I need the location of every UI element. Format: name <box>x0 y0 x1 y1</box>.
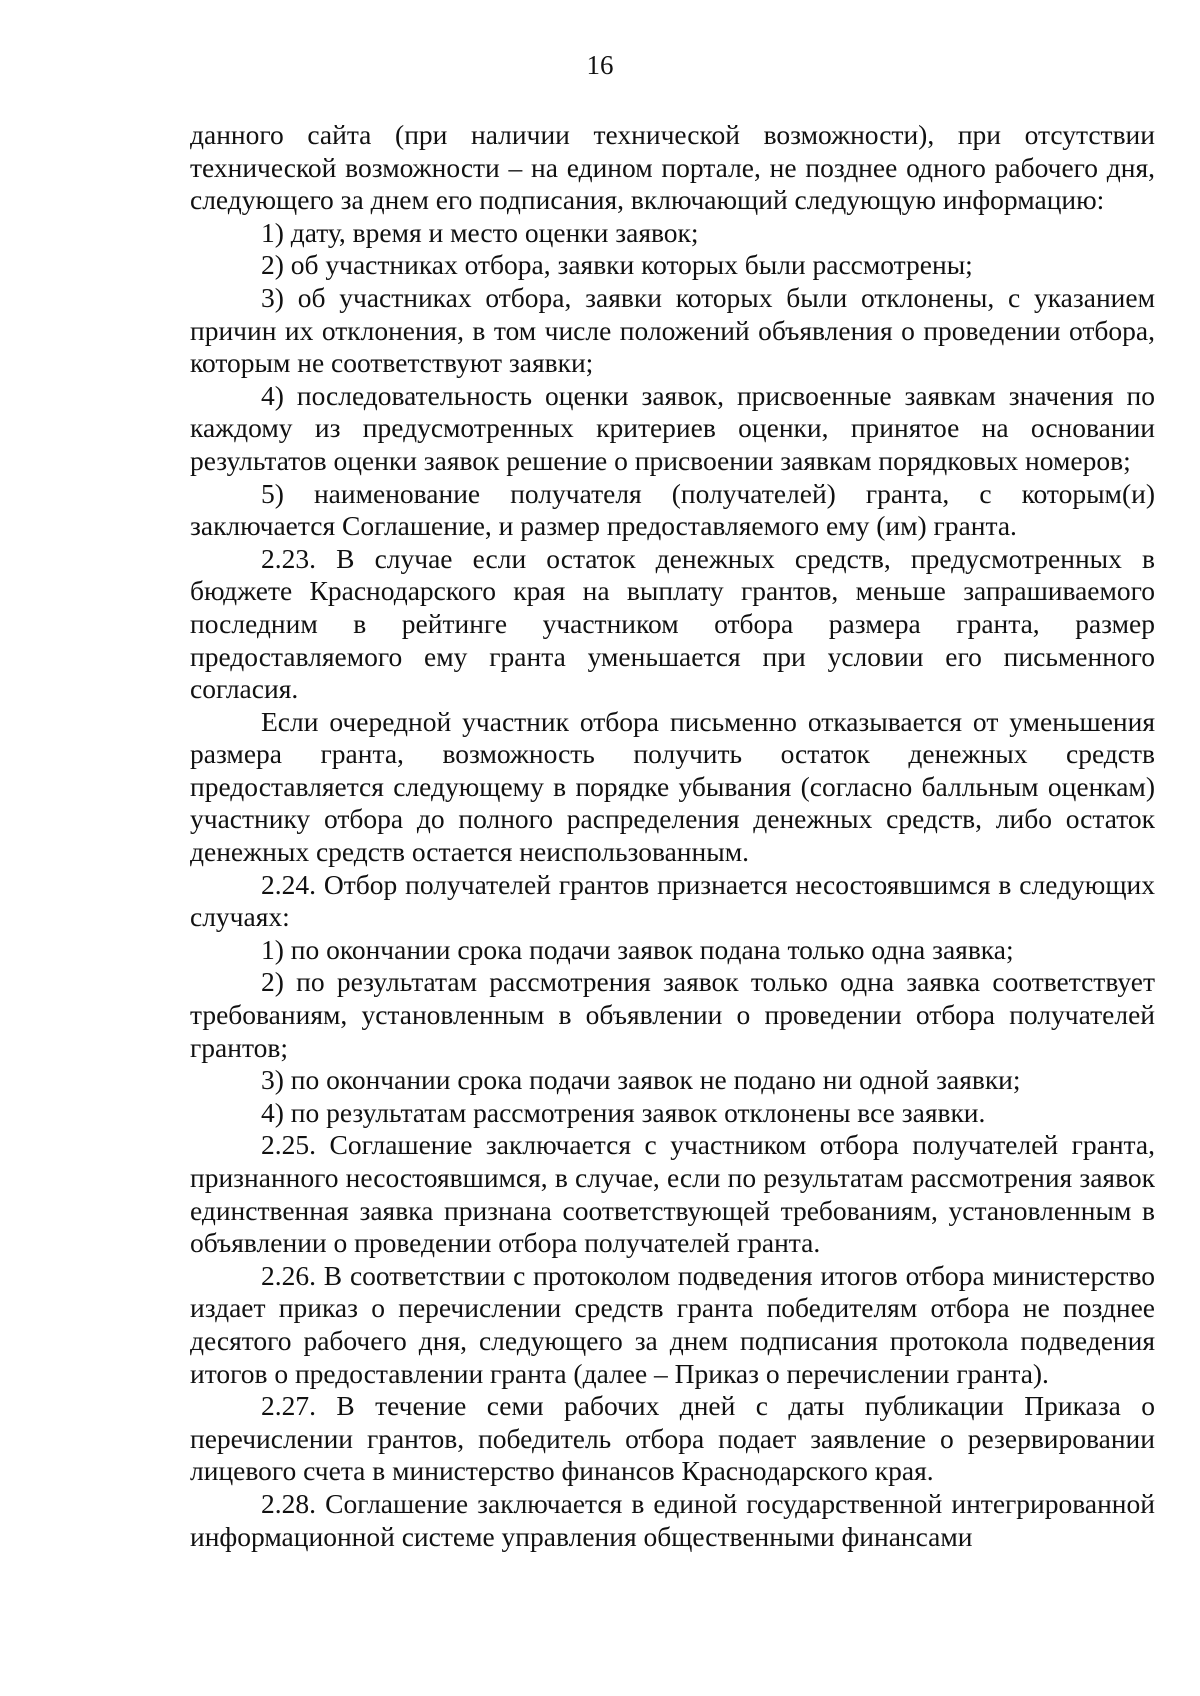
page-number: 16 <box>586 50 614 80</box>
list-item-single-application: 1) по окончании срока подачи заявок подана только одна заявка; <box>261 933 1014 965</box>
list-item-all-rejected: 4) по результатам рассмотрения заявок отклонены все заявки. <box>261 1096 986 1128</box>
clause-2-26: 2.26. В соответствии с протоколом подведения итогов отбора министерство издает приказ о перечислении средств гранта победителям отбора не позднее десятого рабочего дня, следующего за днем подписания протокола подведения итогов о предоставлении гранта (далее – Приказ о перечислении гранта). <box>190 1259 1155 1389</box>
list-item-single-compliant: 2) по результатам рассмотрения заявок только одна заявка соответствует требованиям, установленным в объявлении о проведении отбора получателей грантов; <box>190 966 1155 1063</box>
paragraph-continuation: данного сайта (при наличии технической возможности), при отсутствии технической возможности – на едином портале, не позднее одного рабочего дня, следующего за днем его подписания, включающий следующую информацию: <box>190 119 1155 216</box>
list-item-reviewed-participants: 2) об участниках отбора, заявки которых были рассмотрены; <box>261 249 973 281</box>
list-item-recipient-name: 5) наименование получателя (получателей) гранта, с которым(и) заключается Соглашение, и размер предоставляемого ему (им) гранта. <box>190 477 1155 542</box>
document-body <box>190 119 1155 1553</box>
list-item-rejected-participants: 3) об участниках отбора, заявки которых были отклонены, с указанием причин их отклонения, в том числе положений объявления о проведении отбора, которым не соответствуют заявки; <box>190 281 1155 379</box>
clause-2-23-continuation: Если очередной участник отбора письменно отказывается от уменьшения размера гранта, возможность получить остаток денежных средств предоставляется следующему в порядке убывания (согласно балльным оценкам) участнику отбора до полного распределения денежных средств, либо остаток денежных средств остается неиспользованным. <box>190 705 1155 868</box>
list-item-no-applications: 3) по окончании срока подачи заявок не подано ни одной заявки; <box>261 1064 1021 1096</box>
list-item-date-time-place: 1) дату, время и место оценки заявок; <box>261 216 699 248</box>
list-item-evaluation-sequence: 4) последовательность оценки заявок, присвоенные заявкам значения по каждому из предусмотренных критериев оценки, принятое на основании результатов оценки заявок решение о присвоении заявкам порядковых номеров; <box>190 379 1155 476</box>
clause-2-23: 2.23. В случае если остаток денежных средств, предусмотренных в бюджете Краснодарского края на выплату грантов, меньше запрашиваемого последним в рейтинге участником отбора размера гранта, размер предоставляемого ему гранта уменьшается при условии его письменного согласия. <box>190 542 1155 705</box>
clause-2-24: 2.24. Отбор получателей грантов признается несостоявшимся в следующих случаях: <box>190 868 1155 933</box>
clause-2-27: 2.27. В течение семи рабочих дней с даты публикации Приказа о перечислении грантов, победитель отбора подает заявление о резервировании лицевого счета в министерство финансов Краснодарского края. <box>190 1390 1155 1487</box>
clause-2-25: 2.25. Соглашение заключается с участником отбора получателей гранта, признанного несостоявшимся, в случае, если по результатам рассмотрения заявок единственная заявка признана соответствующей требованиям, установленным в объявлении о проведении отбора получателей гранта. <box>190 1129 1155 1259</box>
clause-2-28: 2.28. Соглашение заключается в единой государственной интегрированной информационной системе управления общественными финансами <box>190 1487 1155 1552</box>
